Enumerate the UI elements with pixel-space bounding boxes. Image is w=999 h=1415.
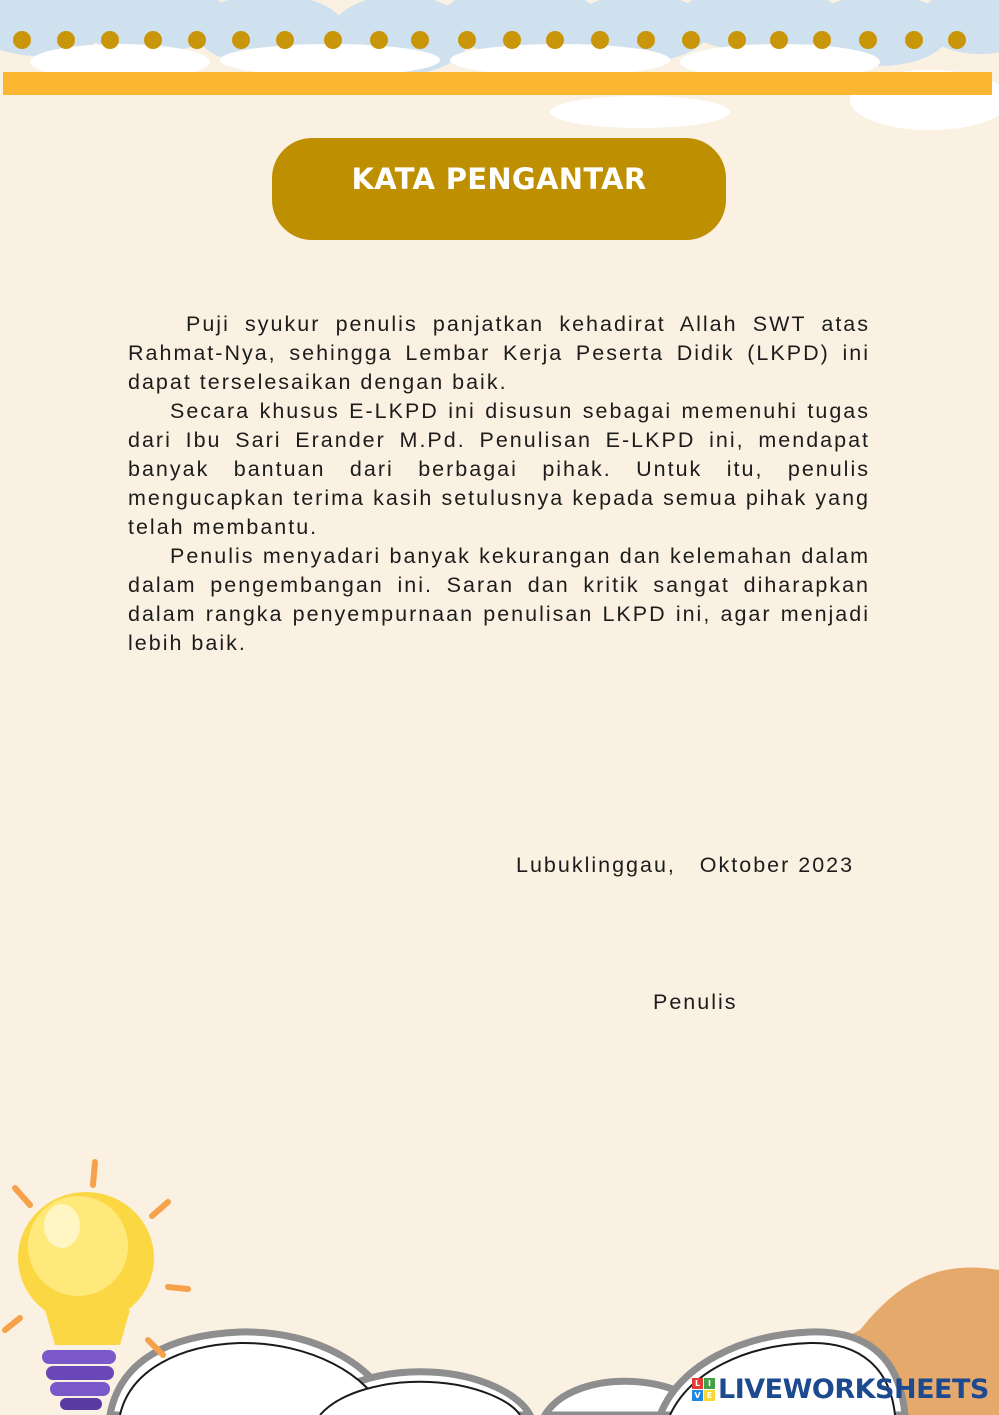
watermark-text: LIVEWORKSHEETS bbox=[718, 1374, 989, 1405]
paragraph-3: Penulis menyadari banyak kekurangan dan kelemahan dalam dalam pengembangan ini. Saran dan kritik sangat diharapkan dalam rangka penyempurnaan penulisan LKPD ini, agar menjadi lebih baik. bbox=[128, 544, 870, 655]
signature-label: Penulis bbox=[653, 990, 738, 1014]
liveworksheets-logo-icon: L I V E bbox=[692, 1378, 715, 1401]
place-date: Lubuklinggau, Oktober 2023 bbox=[516, 853, 855, 877]
liveworksheets-watermark bbox=[692, 1374, 989, 1405]
page-title: KATA PENGANTAR bbox=[351, 162, 647, 196]
paragraph-1: Puji syukur penulis panjatkan kehadirat Allah SWT atas Rahmat-Nya, sehingga Lembar Kerja Peserta Didik (LKPD) ini dapat terselesaikan dengan baik. bbox=[128, 312, 870, 394]
paragraph-2: Secara khusus E-LKPD ini disusun sebagai memenuhi tugas dari Ibu Sari Erander M.Pd. Penulisan E-LKPD ini, mendapat banyak bantuan dari berbagai pihak. Untuk itu, penulis mengucapkan terima kasih setulusnya kepada semua pihak yang telah membantu. bbox=[128, 399, 870, 539]
title-banner bbox=[272, 138, 726, 240]
orange-stripe bbox=[3, 72, 992, 95]
preface-body bbox=[128, 310, 870, 658]
top-cloud-decoration bbox=[0, 0, 999, 130]
